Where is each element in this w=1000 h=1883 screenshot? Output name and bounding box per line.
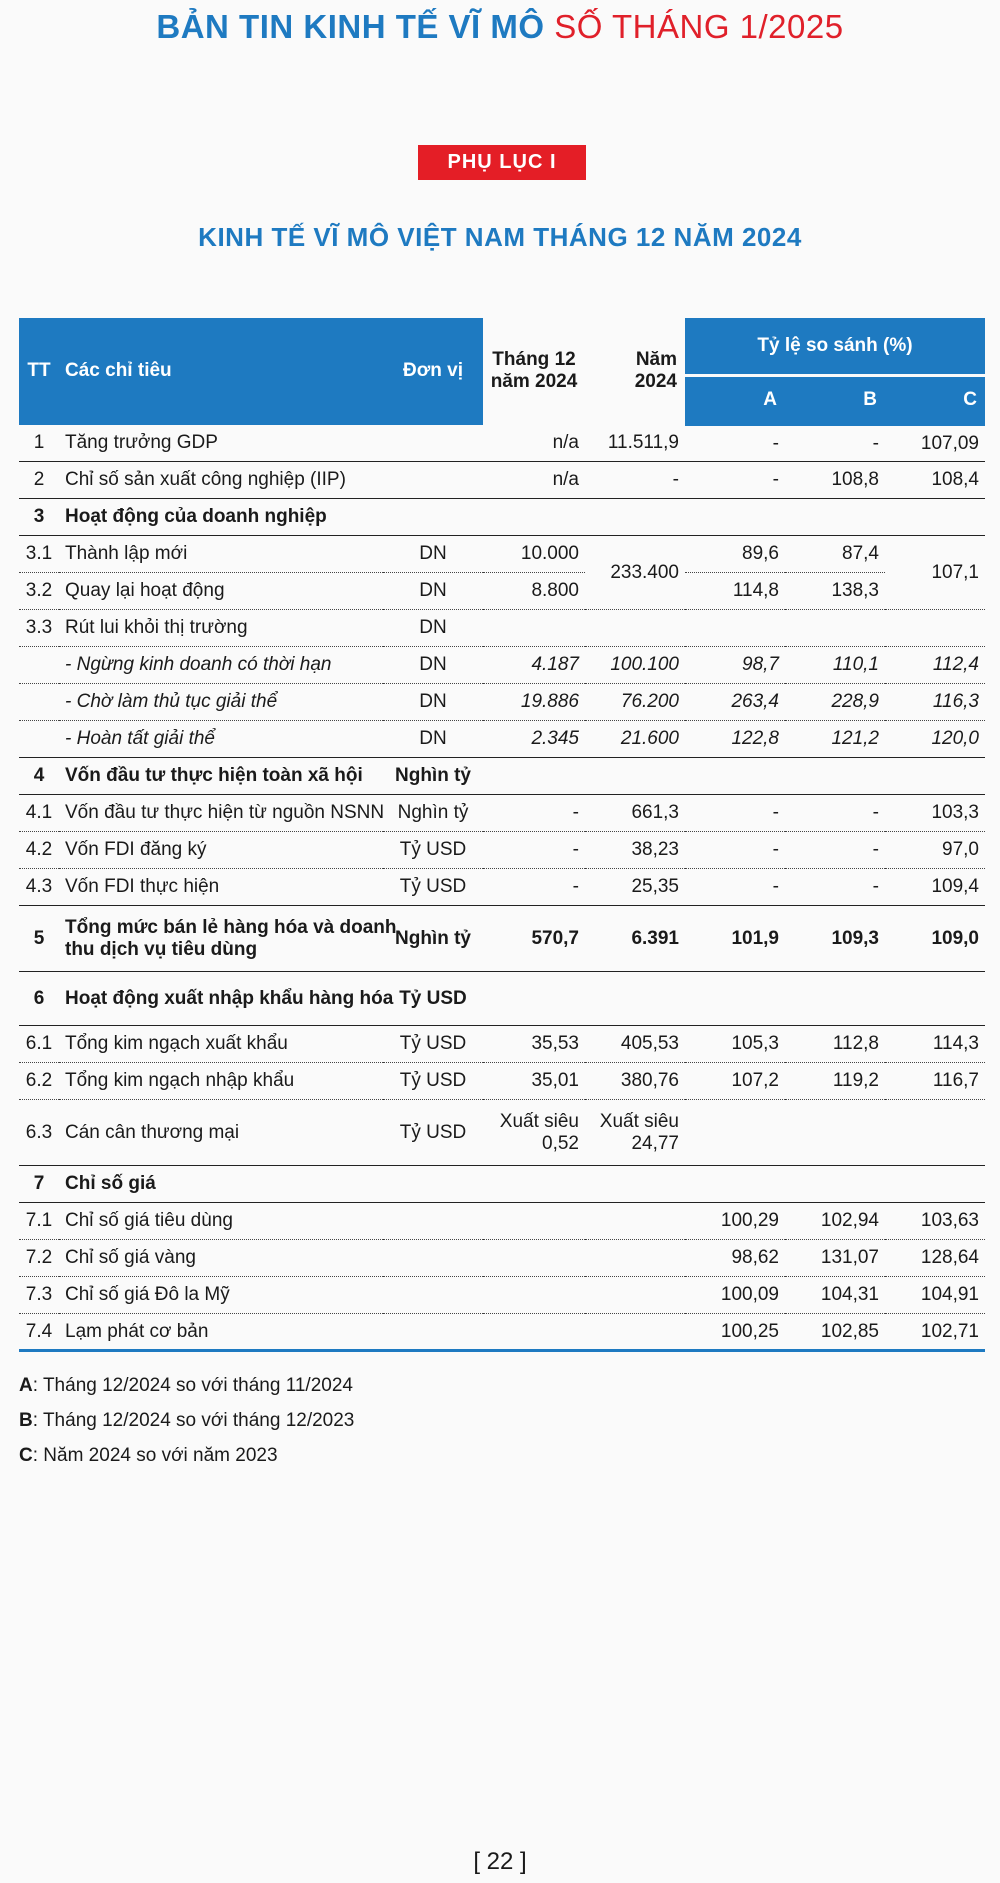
- col-header-month-line2: năm 2024: [490, 371, 578, 393]
- row-name: Vốn đầu tư thực hiện toàn xã hội: [59, 758, 383, 795]
- row-name: Chỉ số giá vàng: [59, 1240, 383, 1277]
- row-year: 11.511,9: [585, 425, 685, 462]
- row-b: 131,07: [785, 1240, 885, 1277]
- col-header-year: [585, 318, 685, 425]
- row-a: 100,25: [685, 1314, 785, 1351]
- bulletin-title: [0, 8, 1000, 46]
- row-c: 109,4: [885, 869, 985, 906]
- row-tt: 3.2: [19, 573, 59, 610]
- row-year: 100.100: [585, 647, 685, 684]
- row-unit: Nghìn tỷ: [383, 758, 483, 795]
- row-b: 102,94: [785, 1203, 885, 1240]
- row-a: 98,7: [685, 647, 785, 684]
- row-c: 128,64: [885, 1240, 985, 1277]
- row-month: n/a: [483, 462, 585, 499]
- page-title: KINH TẾ VĨ MÔ VIỆT NAM THÁNG 12 NĂM 2024: [198, 222, 802, 252]
- row-unit: Tỷ USD: [383, 1100, 483, 1166]
- row-b: 109,3: [785, 906, 885, 972]
- table-row: [19, 684, 985, 721]
- row-name: [59, 906, 397, 972]
- row-a: 101,9: [685, 906, 785, 972]
- footnote-text: : Tháng 12/2024 so với tháng 11/2024: [32, 1375, 353, 1396]
- row-month: 35,01: [483, 1063, 585, 1100]
- row-tt: 6.3: [19, 1100, 59, 1166]
- table-row: [19, 795, 985, 832]
- row-unit: DN: [383, 573, 483, 610]
- col-header-c: C: [885, 376, 985, 425]
- row-c: 120,0: [885, 721, 985, 758]
- table-row-group: [19, 1166, 985, 1203]
- row-name: Chỉ số giá: [59, 1166, 985, 1203]
- row-b: 110,1: [785, 647, 885, 684]
- row-month-line1: Xuất siêu: [499, 1110, 579, 1132]
- row-name: - Ngừng kinh doanh có thời hạn: [59, 647, 383, 684]
- col-header-year-line1: Năm: [635, 349, 677, 371]
- table-row-group: [19, 972, 985, 1026]
- row-tt: 4: [19, 758, 59, 795]
- row-tt: 3: [19, 499, 59, 536]
- row-a: 263,4: [685, 684, 785, 721]
- row-a: 100,29: [685, 1203, 785, 1240]
- row-c: 112,4: [885, 647, 985, 684]
- row-month: 8.800: [483, 573, 585, 610]
- row-month: -: [483, 832, 585, 869]
- table-row-group: [19, 758, 985, 795]
- row-tt: 2: [19, 462, 59, 499]
- row-month: 2.345: [483, 721, 585, 758]
- row-tt: 7.1: [19, 1203, 59, 1240]
- row-c: 97,0: [885, 832, 985, 869]
- row-year: 21.600: [585, 721, 685, 758]
- row-tt: 7.4: [19, 1314, 59, 1351]
- table-row: [19, 1100, 985, 1166]
- row-name: - Hoàn tất giải thể: [59, 721, 383, 758]
- row-unit: Tỷ USD: [383, 1026, 483, 1063]
- row-year: 405,53: [585, 1026, 685, 1063]
- col-header-year-line2: 2024: [634, 371, 677, 393]
- row-unit: Tỷ USD: [383, 832, 483, 869]
- table-row: [19, 1026, 985, 1063]
- table-row-group: [19, 906, 985, 972]
- col-header-unit: Đơn vị: [383, 318, 483, 425]
- row-a: -: [685, 425, 785, 462]
- row-name: Chỉ số sản xuất công nghiệp (IIP): [59, 462, 383, 499]
- table-row: [19, 1314, 985, 1351]
- row-unit: [383, 425, 483, 462]
- footnote-b: [19, 1403, 354, 1438]
- row-c: 109,0: [885, 906, 985, 972]
- table-row: [19, 425, 985, 462]
- row-name: - Chờ làm thủ tục giải thể: [59, 684, 383, 721]
- row-tt: 7: [19, 1166, 59, 1203]
- row-c: 103,63: [885, 1203, 985, 1240]
- table-row-group: [19, 499, 985, 536]
- appendix-badge: PHỤ LỤC I: [418, 145, 586, 180]
- footnote-key: A: [19, 1375, 33, 1396]
- bulletin-title-main: BẢN TIN KINH TẾ VĨ MÔ: [156, 8, 545, 45]
- row-month: 19.886: [483, 684, 585, 721]
- row-month: -: [483, 795, 585, 832]
- row-tt: 7.3: [19, 1277, 59, 1314]
- row-b: -: [785, 425, 885, 462]
- row-month: 10.000: [483, 536, 585, 573]
- col-header-ratio: Tỷ lệ so sánh (%): [685, 318, 985, 376]
- col-header-name: Các chỉ tiêu: [59, 318, 383, 425]
- row-b: 119,2: [785, 1063, 885, 1100]
- row-year-line1: Xuất siêu: [599, 1110, 679, 1132]
- row-unit: Nghìn tỷ: [383, 906, 483, 972]
- row-c: 114,3: [885, 1026, 985, 1063]
- row-year: 661,3: [585, 795, 685, 832]
- row-b: 121,2: [785, 721, 885, 758]
- footnote-text: : Tháng 12/2024 so với tháng 12/2023: [32, 1410, 355, 1431]
- row-b: 138,3: [785, 573, 885, 610]
- row-tt: 4.2: [19, 832, 59, 869]
- col-header-tt: TT: [19, 318, 59, 425]
- row-tt: 1: [19, 425, 59, 462]
- row-year: 38,23: [585, 832, 685, 869]
- row-year-merged: 233.400: [585, 536, 685, 610]
- row-month: -: [483, 869, 585, 906]
- page-number: [ 22 ]: [473, 1848, 527, 1875]
- row-c: 104,91: [885, 1277, 985, 1314]
- row-name: Vốn FDI đăng ký: [59, 832, 383, 869]
- row-unit: DN: [383, 647, 483, 684]
- row-tt: 6.2: [19, 1063, 59, 1100]
- row-b: 87,4: [785, 536, 885, 573]
- row-unit: Tỷ USD: [383, 972, 483, 1026]
- table-row: [19, 610, 985, 647]
- row-unit: DN: [383, 536, 483, 573]
- row-b: 108,8: [785, 462, 885, 499]
- row-c: 102,71: [885, 1314, 985, 1351]
- row-year-line2: 24,77: [631, 1132, 679, 1154]
- row-tt: 4.1: [19, 795, 59, 832]
- row-c: 107,09: [885, 425, 985, 462]
- table-row: [19, 462, 985, 499]
- table-row: [19, 721, 985, 758]
- row-year: 6.391: [585, 906, 685, 972]
- row-c: 116,7: [885, 1063, 985, 1100]
- row-a: 122,8: [685, 721, 785, 758]
- footnote-key: C: [19, 1445, 33, 1466]
- footnotes: [19, 1368, 354, 1473]
- row-name: Chỉ số giá tiêu dùng: [59, 1203, 383, 1240]
- table-row: [19, 1203, 985, 1240]
- table-row: [19, 869, 985, 906]
- row-b: 104,31: [785, 1277, 885, 1314]
- row-tt: 4.3: [19, 869, 59, 906]
- row-name-line2: thu dịch vụ tiêu dùng: [65, 938, 258, 960]
- row-name: Vốn FDI thực hiện: [59, 869, 383, 906]
- row-a: -: [685, 795, 785, 832]
- row-year: 76.200: [585, 684, 685, 721]
- row-b: -: [785, 869, 885, 906]
- table-row: [19, 573, 985, 610]
- row-a: 89,6: [685, 536, 785, 573]
- row-unit: Tỷ USD: [383, 1063, 483, 1100]
- row-name: Hoạt động xuất nhập khẩu hàng hóa: [59, 972, 383, 1026]
- footnote-key: B: [19, 1410, 33, 1431]
- row-name-line1: Tổng mức bán lẻ hàng hóa và doanh: [65, 916, 397, 938]
- row-month: [483, 1100, 585, 1166]
- row-year: [585, 1100, 685, 1166]
- row-b: 228,9: [785, 684, 885, 721]
- table-row: [19, 1063, 985, 1100]
- row-name: Cán cân thương mại: [59, 1100, 383, 1166]
- table-row: [19, 1277, 985, 1314]
- row-name: Tổng kim ngạch xuất khẩu: [59, 1026, 383, 1063]
- row-month: 4.187: [483, 647, 585, 684]
- row-name: Quay lại hoạt động: [59, 573, 383, 610]
- row-a: 114,8: [685, 573, 785, 610]
- footnote-c: [19, 1438, 354, 1473]
- bulletin-issue: SỐ THÁNG 1/2025: [554, 8, 844, 45]
- footnote-text: : Năm 2024 so với năm 2023: [32, 1445, 278, 1466]
- row-name: Lạm phát cơ bản: [59, 1314, 383, 1351]
- table-row: [19, 832, 985, 869]
- row-name: Tăng trưởng GDP: [59, 425, 383, 462]
- row-a: -: [685, 832, 785, 869]
- row-tt: 6.1: [19, 1026, 59, 1063]
- row-year: 25,35: [585, 869, 685, 906]
- row-month-line2: 0,52: [542, 1132, 579, 1154]
- footnote-a: [19, 1368, 354, 1403]
- row-a: 105,3: [685, 1026, 785, 1063]
- col-header-a: A: [685, 376, 785, 425]
- row-unit: Tỷ USD: [383, 869, 483, 906]
- row-a: 98,62: [685, 1240, 785, 1277]
- row-name: Hoạt động của doanh nghiệp: [59, 499, 985, 536]
- row-unit: Nghìn tỷ: [383, 795, 483, 832]
- row-b: 102,85: [785, 1314, 885, 1351]
- row-tt: 3.3: [19, 610, 59, 647]
- row-unit: DN: [383, 610, 483, 647]
- row-name: Thành lập mới: [59, 536, 383, 573]
- col-header-month: [483, 318, 585, 425]
- row-month: 570,7: [483, 906, 585, 972]
- row-tt: 7.2: [19, 1240, 59, 1277]
- row-b: -: [785, 832, 885, 869]
- row-name: Chỉ số giá Đô la Mỹ: [59, 1277, 383, 1314]
- row-unit: DN: [383, 721, 483, 758]
- row-c: 103,3: [885, 795, 985, 832]
- row-a: -: [685, 462, 785, 499]
- row-name: Rút lui khỏi thị trường: [59, 610, 383, 647]
- row-month: 35,53: [483, 1026, 585, 1063]
- row-name: Vốn đầu tư thực hiện từ nguồn NSNN: [59, 795, 383, 832]
- row-tt: 3.1: [19, 536, 59, 573]
- row-b: 112,8: [785, 1026, 885, 1063]
- col-header-b: B: [785, 376, 885, 425]
- row-year: 380,76: [585, 1063, 685, 1100]
- row-a: 107,2: [685, 1063, 785, 1100]
- row-name: Tổng kim ngạch nhập khẩu: [59, 1063, 383, 1100]
- row-year: -: [585, 462, 685, 499]
- row-a: -: [685, 869, 785, 906]
- row-c: 108,4: [885, 462, 985, 499]
- macro-data-table: [19, 318, 985, 1352]
- row-c-merged: 107,1: [885, 536, 985, 610]
- row-b: -: [785, 795, 885, 832]
- table-row: [19, 1240, 985, 1277]
- table-row: [19, 647, 985, 684]
- col-header-month-line1: Tháng 12: [492, 349, 576, 371]
- row-c: 116,3: [885, 684, 985, 721]
- row-unit: DN: [383, 684, 483, 721]
- row-month: n/a: [483, 425, 585, 462]
- row-tt: 5: [19, 906, 59, 972]
- row-unit: [383, 462, 483, 499]
- table-row: [19, 536, 985, 573]
- row-tt: 6: [19, 972, 59, 1026]
- row-a: 100,09: [685, 1277, 785, 1314]
